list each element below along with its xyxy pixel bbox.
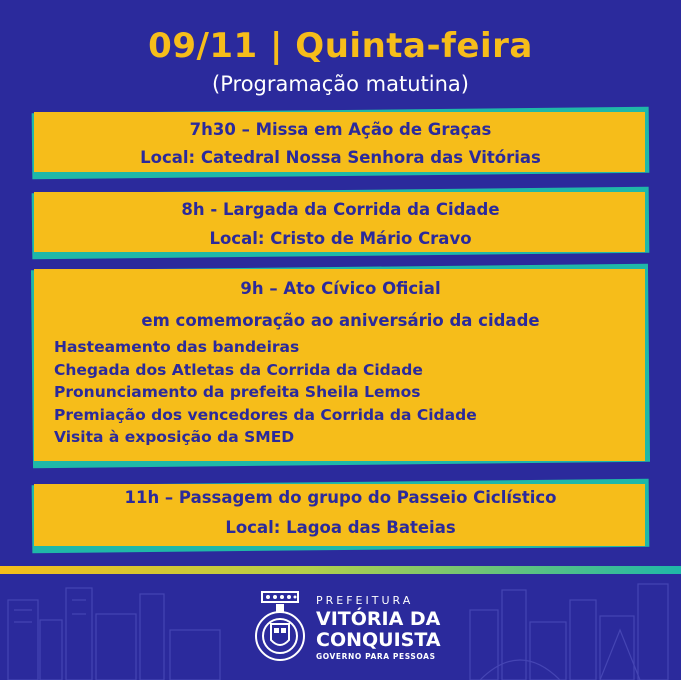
event-time-title: 11h – Passagem do grupo do Passeio Ciclístico [124, 488, 557, 507]
event-time-title: 9h – Ato Cívico Oficial [240, 279, 441, 298]
logo-prefeitura: PREFEITURA [316, 594, 414, 607]
event-description: em comemoração ao aniversário da cidade [141, 311, 540, 330]
list-item: Pronunciamento da prefeita Sheila Lemos [54, 383, 421, 401]
event-location: Local: Cristo de Mário Cravo [209, 229, 472, 248]
list-item: Premiação dos vencedores da Corrida da Cidade [54, 405, 477, 424]
event-location: Local: Catedral Nossa Senhora das Vitórias [140, 148, 541, 167]
logo-city-line1: VITÓRIA DA [316, 608, 441, 630]
event-card-2 [32, 190, 649, 256]
logo-tagline: GOVERNO PARA PESSOAS [316, 652, 436, 661]
page-subtitle: (Programação matutina) [212, 72, 469, 96]
event-card-3 [32, 267, 649, 465]
list-item: Visita à exposição da SMED [54, 428, 295, 446]
event-card-4 [32, 482, 649, 550]
color-stripe [0, 566, 681, 574]
page-title: 09/11 | Quinta-feira [148, 26, 533, 66]
prefeitura-logo [252, 588, 452, 672]
city-seal-icon [252, 588, 308, 672]
event-location: Local: Lagoa das Bateias [225, 518, 456, 537]
event-program-list [54, 336, 477, 449]
event-time-title: 8h - Largada da Corrida da Cidade [181, 200, 500, 219]
event-time-title: 7h30 – Missa em Ação de Graças [189, 120, 492, 139]
logo-city-line2: CONQUISTA [316, 629, 441, 651]
event-card-1 [32, 110, 649, 176]
list-item: Chegada dos Atletas da Corrida da Cidade [54, 360, 423, 379]
list-item: Hasteamento das bandeiras [54, 338, 300, 356]
